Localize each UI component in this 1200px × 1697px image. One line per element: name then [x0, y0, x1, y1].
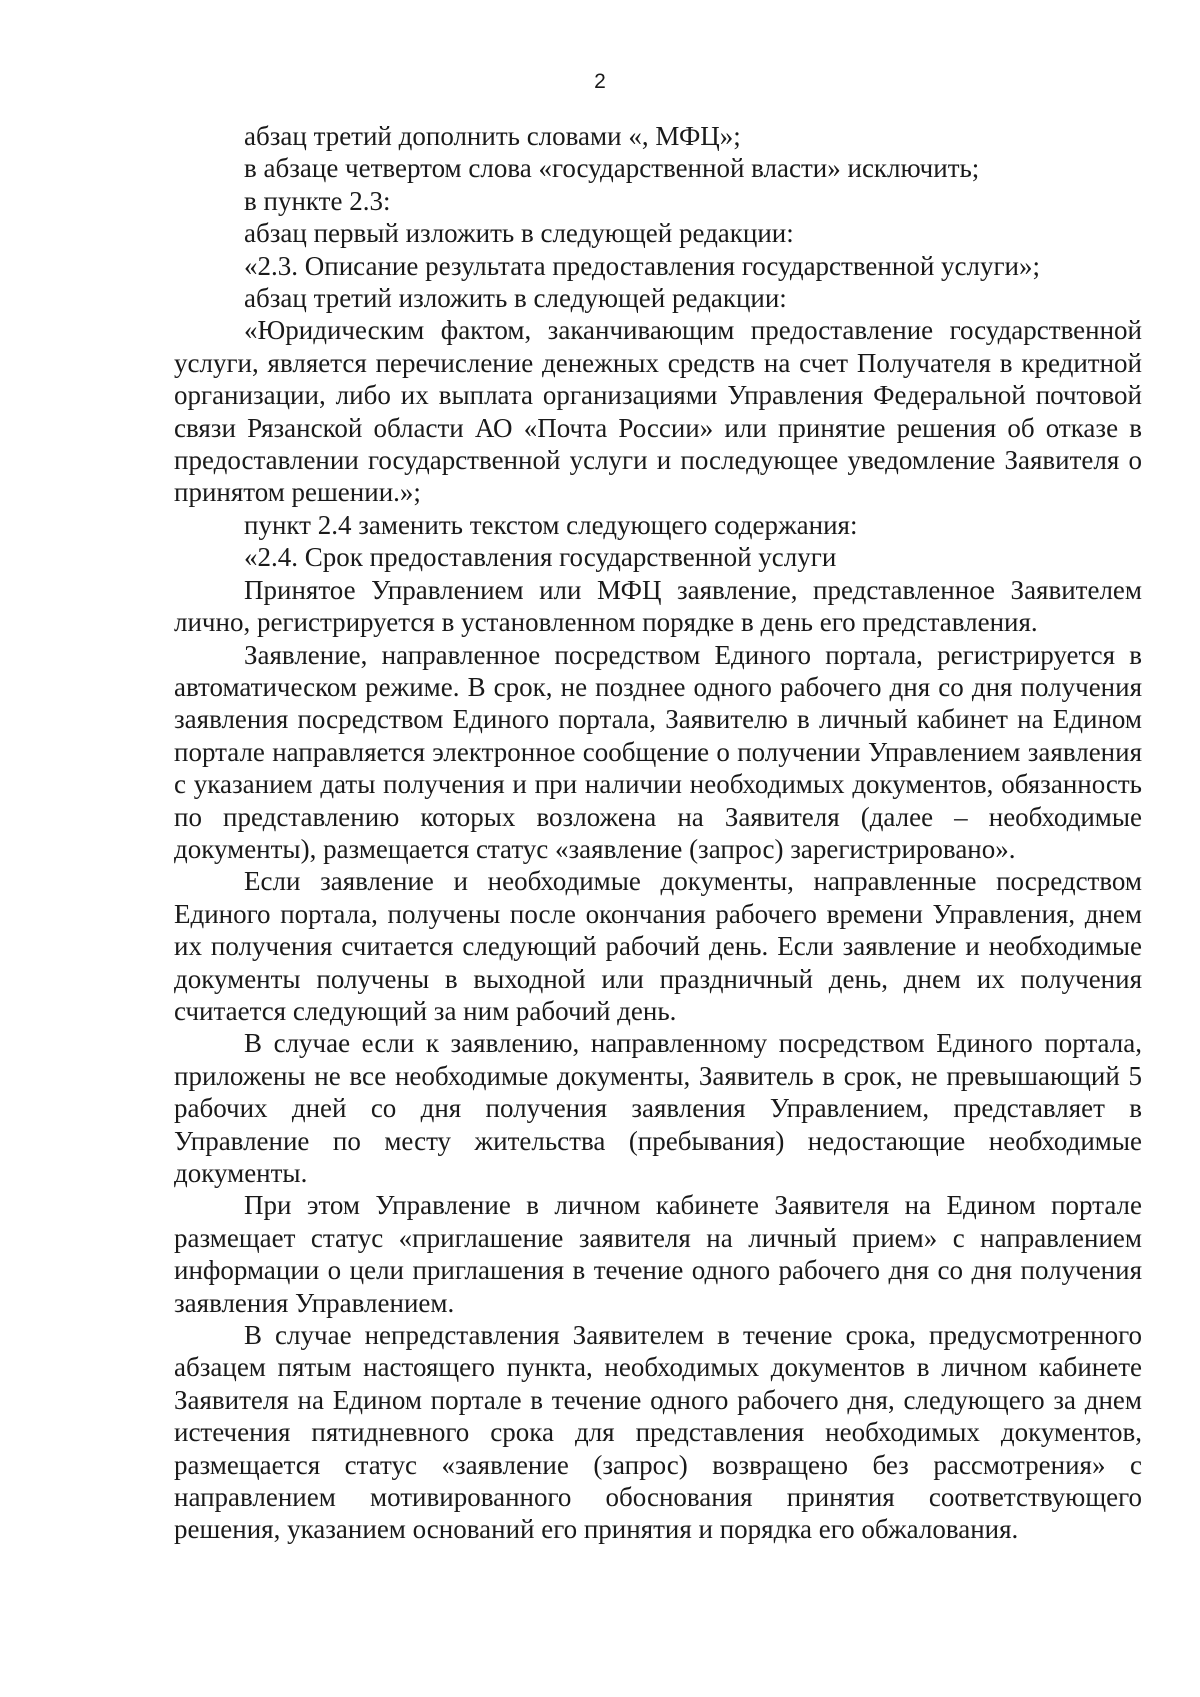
paragraph-2: в абзаце четвертом слова «государственной власти» исключить;	[244, 153, 980, 184]
paragraph-8: пункт 2.4 заменить текстом следующего содержания:	[244, 509, 858, 540]
page-number: 2	[594, 70, 606, 93]
paragraph-13: В случае если к заявлению, направленному посредством Единого портала, приложены не все необходимые документы, Заявитель в срок, не превышающий 5 рабочих дней со дня получения заявления Управлением, представляет в Управление по месту жительства (пребывания) недостающие необходимые документы.	[174, 1028, 1142, 1188]
paragraph-10: Принятое Управлением или МФЦ заявление, представленное Заявителем лично, регистрируется в установленном порядке в день его представления.	[174, 574, 1142, 638]
paragraph-7: «Юридическим фактом, заканчивающим предоставление государственной услуги, является перечисление денежных средств на счет Получателя в кредитной организации, либо их выплата организациями Управления Федеральной почтовой связи Рязанской области АО «Почта России» или принятие решения об отказе в предоставлении государственной услуги и последующее уведомление Заявителя о принятом решении.»;	[174, 315, 1142, 508]
paragraph-14: При этом Управление в личном кабинете Заявителя на Едином портале размещает статус «приглашение заявителя на личный прием» с направлением информации о цели приглашения в течение одного рабочего дня со дня получения заявления Управлением.	[174, 1190, 1142, 1318]
document-body	[174, 120, 1142, 1546]
paragraph-15: В случае непредставления Заявителем в течение срока, предусмотренного абзацем пятым настоящего пункта, необходимых документов в личном кабинете Заявителя на Едином портале в течение одного рабочего дня, следующего за днем истечения пятидневного срока для представления необходимых документов, размещается статус «заявление (запрос) возвращено без рассмотрения» с направлением мотивированного обоснования принятия соответствующего решения, указанием оснований его принятия и порядка его обжалования.	[174, 1320, 1142, 1545]
paragraph-11: Заявление, направленное посредством Единого портала, регистрируется в автоматическом режиме. В срок, не позднее одного рабочего дня со дня получения заявления посредством Единого портала, Заявителю в личный кабинет на Едином портале направляется электронное сообщение о получении Управлением заявления с указанием даты получения и при наличии необходимых документов, обязанность по представлению которых возложена на Заявителя (далее – необходимые документы), размещается статус «заявление (запрос) зарегистрировано».	[174, 639, 1142, 864]
paragraph-6: абзац третий изложить в следующей редакции:	[244, 283, 787, 314]
paragraph-5: «2.3. Описание результата предоставления государственной услуги»;	[244, 250, 1040, 281]
paragraph-1: абзац третий дополнить словами «, МФЦ»;	[244, 121, 741, 151]
paragraph-3: в пункте 2.3:	[244, 185, 391, 216]
paragraph-9: «2.4. Срок предоставления государственной услуги	[244, 542, 837, 573]
paragraph-4: абзац первый изложить в следующей редакции:	[244, 218, 794, 249]
paragraph-12: Если заявление и необходимые документы, направленные посредством Единого портала, получены после окончания рабочего времени Управления, днем их получения считается следующий рабочий день. Если заявление и необходимые документы получены в выходной или праздничный день, днем их получения считается следующий за ним рабочий день.	[174, 866, 1142, 1026]
